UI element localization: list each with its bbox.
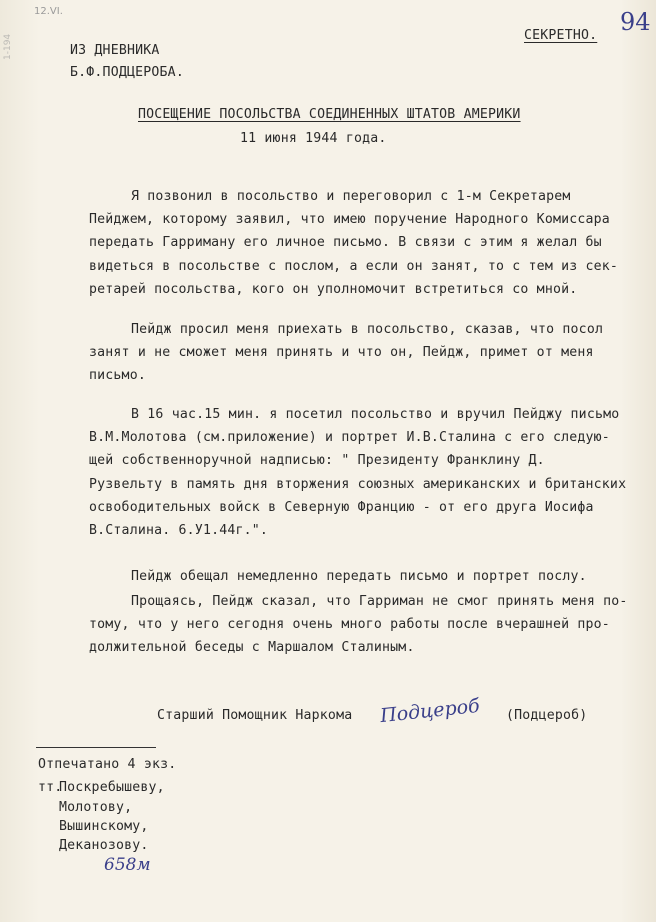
paragraph-1 — [89, 185, 629, 301]
text-line: Прощаясь, Пейдж сказал, что Гарриман не смог принять меня по- — [131, 594, 628, 609]
text-line: В.М.Молотова (см.приложение) и портрет И.В.Сталина с его следую- — [89, 430, 610, 446]
recipient-line: Поскребышеву, — [59, 780, 165, 795]
diary-origin-line1: ИЗ ДНЕВНИКА — [70, 43, 160, 58]
text-line: Пейдж обещал немедленно передать письмо и портрет послу. — [131, 569, 587, 584]
text-line: Пейджем, которому заявил, что имею поручение Народного Комиссара — [89, 212, 610, 228]
registry-number: 658м — [104, 855, 151, 875]
text-line: тому, что у него сегодня очень много работы после вчерашней про- — [89, 617, 610, 633]
text-line: передать Гарриману его личное письмо. В связи с этим я желал бы — [89, 235, 602, 251]
document-title: ПОСЕЩЕНИЕ ПОСОЛЬСТВА СОЕДИНЕННЫХ ШТАТОВ АМЕРИКИ — [138, 107, 521, 122]
text-line: Я позвонил в посольство и переговорил с 1-м Секретарем — [131, 189, 571, 204]
text-line: ретарей посольства, кого он уполномочит встретиться со мной. — [89, 281, 578, 297]
text-line: письмо. — [89, 368, 146, 384]
recipient-line: Молотову, — [59, 800, 133, 815]
margin-pencil-note: 1-194 — [3, 33, 13, 60]
paragraph-3 — [89, 403, 629, 542]
text-line: занят и не сможет меня принять и что он, Пейдж, примет от меня — [89, 345, 594, 361]
handwritten-signature: Подцероб — [379, 694, 481, 728]
text-line: В.Сталина. 6.У1.44г.". — [89, 523, 269, 539]
paragraph-5 — [89, 590, 629, 660]
diary-origin-line2: Б.Ф.ПОДЦЕРОБА. — [70, 65, 184, 80]
text-line: видеться в посольстве с послом, а если он занят, то с тем из сек- — [89, 258, 619, 274]
copies-note: Отпечатано 4 экз. — [38, 757, 177, 772]
secret-stamp: СЕКРЕТНО. — [524, 28, 598, 43]
text-line: освободительных войск в Северную Францию - от его друга Иосифа — [89, 499, 594, 515]
document-date: 11 июня 1944 года. — [240, 131, 387, 146]
text-line: щей собственноручной надписью: " Президенту Франклину Д. — [89, 453, 545, 469]
distribution-separator — [36, 747, 156, 748]
signature-name: (Подцероб) — [506, 708, 588, 723]
paragraph-2 — [89, 318, 629, 388]
text-line: Пейдж просил меня приехать в посольство, сказав, что посол — [131, 322, 604, 337]
recipient-prefix: тт. — [38, 780, 63, 795]
text-line: В 16 час.15 мин. я посетил посольство и вручил Пейджу письмо — [131, 407, 620, 422]
text-line: должительной беседы с Маршалом Сталиным. — [89, 640, 415, 656]
paragraph-4 — [89, 565, 629, 588]
recipient-line: Вышинскому, — [59, 819, 149, 834]
recipient-line: Деканозову. — [59, 838, 149, 853]
page-number: 94 — [620, 8, 651, 36]
signature-position: Старший Помощник Наркома — [157, 708, 353, 723]
pencil-date-note: 12.VI. — [34, 6, 63, 17]
text-line: Рузвельту в память дня вторжения союзных американских и британских — [89, 476, 627, 492]
